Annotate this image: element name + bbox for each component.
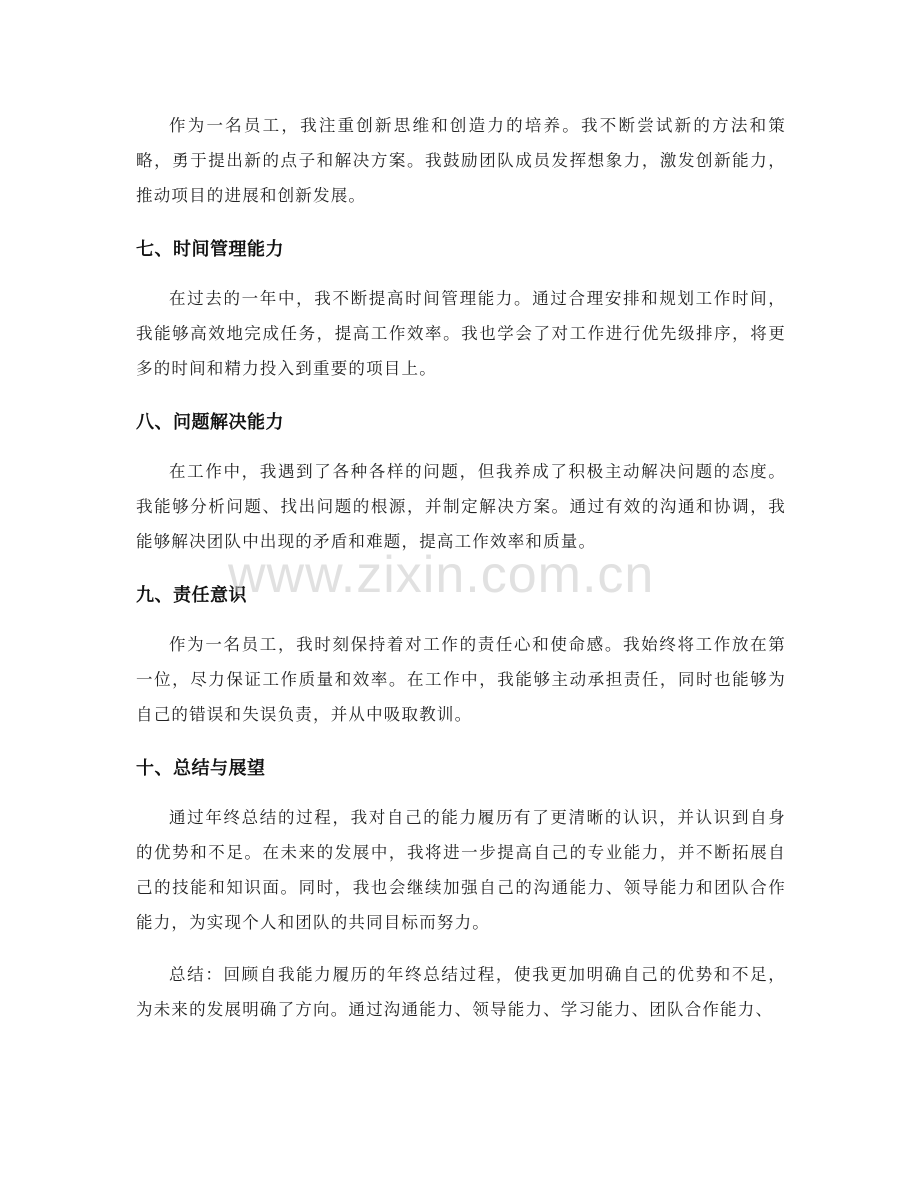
section-10-heading: 十、总结与展望 xyxy=(136,758,266,779)
section-8-heading: 八、问题解决能力 xyxy=(136,412,284,433)
section-8-paragraph: 在工作中，我遇到了各种各样的问题，但我养成了积极主动解决问题的态度。我能够分析问题、找出问题的根源，并制定解决方案。通过有效的沟通和协调，我能够解决团队中出现的矛盾和难题，提高工作效率和质量。 xyxy=(136,462,786,551)
section-9-heading: 九、责任意识 xyxy=(136,585,247,606)
watermark: www.zixin.com.cn xyxy=(228,546,655,604)
section-7-heading: 七、时间管理能力 xyxy=(136,239,284,260)
intro-paragraph: 作为一名员工，我注重创新思维和创造力的培养。我不断尝试新的方法和策略，勇于提出新的点子和解决方案。我鼓励团队成员发挥想象力，激发创新能力，推动项目的进展和创新发展。 xyxy=(136,116,786,205)
section-10-paragraph: 通过年终总结的过程，我对自己的能力履历有了更清晰的认识，并认识到自身的优势和不足。在未来的发展中，我将进一步提高自己的专业能力，并不断拓展自己的技能和知识面。同时，我也会继续加强自己的沟通能力、领导能力和团队合作能力，为实现个人和团队的共同目标而努力。 xyxy=(136,808,786,932)
document-body xyxy=(136,108,786,1027)
section-9-paragraph: 作为一名员工，我时刻保持着对工作的责任心和使命感。我始终将工作放在第一位，尽力保证工作质量和效率。在工作中，我能够主动承担责任，同时也能够为自己的错误和失误负责，并从中吸取教训。 xyxy=(136,635,786,724)
summary-paragraph: 总结：回顾自我能力履历的年终总结过程，使我更加明确自己的优势和不足，为未来的发展明确了方向。通过沟通能力、领导能力、学习能力、团队合作能力、 xyxy=(136,965,786,1019)
section-7-paragraph: 在过去的一年中，我不断提高时间管理能力。通过合理安排和规划工作时间，我能够高效地完成任务，提高工作效率。我也学会了对工作进行优先级排序，将更多的时间和精力投入到重要的项目上。 xyxy=(136,289,786,378)
